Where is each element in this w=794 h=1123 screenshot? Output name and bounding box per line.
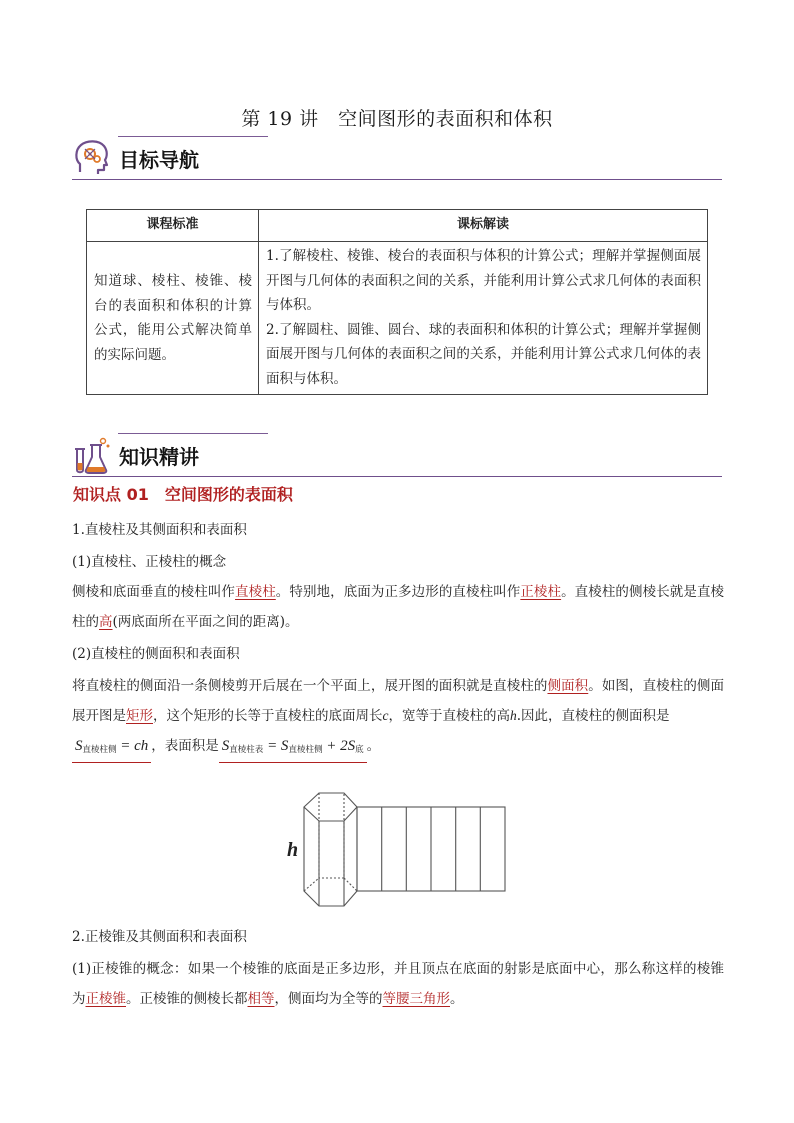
section-title-knowledge: 知识精讲: [119, 445, 199, 469]
interpretation-item-1: 1.了解棱柱、棱锥、棱台的表面积与体积的计算公式；理解并掌握侧面展开图与几何体的表面积之间的关系，并能利用计算公式求几何体的表面积与体积。: [266, 248, 701, 313]
term-right-prism: 直棱柱: [235, 584, 276, 600]
section-header-goal: [72, 136, 722, 180]
header-bottom-rule: [72, 476, 722, 477]
paragraph-prism-concept: 侧棱和底面垂直的棱柱叫作直棱柱。特别地，底面为正多边形的直棱柱叫作正棱柱。直棱柱的侧棱长就是直棱柱的高(两底面所在平面之间的距离)。: [72, 584, 725, 630]
section-header-knowledge: [72, 433, 722, 477]
table-header-row: [87, 210, 708, 242]
header-bottom-rule: [72, 179, 722, 180]
figure-label-h: h: [287, 839, 299, 861]
prism-development-figure: [282, 787, 522, 912]
interpretation-item-2: 2.了解圆柱、圆锥、圆台、球的表面积和体积的计算公式；理解并掌握侧面展开图与几何体的表面积之间的关系，并能利用计算公式求几何体的表面积与体积。: [266, 321, 701, 387]
interpretation-cell: [259, 242, 708, 395]
subsection-heading-1-1: (1)直棱柱、正棱柱的概念: [72, 554, 227, 570]
term-regular-pyramid: 正棱锥: [85, 991, 126, 1007]
header-top-rule: [118, 136, 268, 137]
knowledge-point-title: 知识点 01 空间图形的表面积: [73, 485, 293, 504]
lab-flask-icon: [72, 435, 112, 475]
term-height: 高: [99, 614, 113, 630]
section-heading-2: 2.正棱锥及其侧面积和表面积: [72, 929, 247, 945]
brain-gears-icon: [72, 138, 112, 178]
standards-table: [86, 209, 708, 395]
table-header-standard: 课程标准: [87, 210, 259, 242]
subsection-heading-1-2: (2)直棱柱的侧面积和表面积: [72, 646, 240, 662]
paragraph-pyramid-concept: (1)正棱锥的概念：如果一个棱锥的底面是正多边形，并且顶点在底面的射影是底面中心，那么称这样的棱锥为正棱锥。正棱锥的侧棱长都相等，侧面均为全等的等腰三角形。: [72, 961, 724, 1007]
term-isosceles-triangle: 等腰三角形: [382, 991, 450, 1007]
formula-lateral-area: $S_{直棱柱侧}$ = ch: [72, 735, 151, 763]
section-title-goal: 目标导航: [119, 148, 199, 172]
table-row: [87, 242, 708, 395]
section-heading-1: 1.直棱柱及其侧面积和表面积: [72, 522, 247, 538]
term-regular-prism: 正棱柱: [520, 584, 562, 600]
paragraph-lateral-area: 将直棱柱的侧面沿一条侧棱剪开后展在一个平面上，展开图的面积就是直棱柱的侧面积。如图，直棱柱的侧面展开图是矩形，这个矩形的长等于直棱柱的底面周长c，宽等于直棱柱的高h.因此，直棱柱的侧面积是 $S_{直棱柱侧}$ = ch ，表面积是 $S_{直棱柱表} = S_{直棱柱侧} + 2S_底$ 。: [72, 671, 724, 763]
standard-cell: 知道球、棱柱、棱锥、棱台的表面积和体积的计算公式，能用公式解决简单的实际问题。: [87, 242, 259, 395]
term-equal: 相等: [247, 991, 275, 1007]
header-top-rule: [118, 433, 268, 434]
formula-total-area: $S_{直棱柱表} = S_{直棱柱侧} + 2S_底$: [219, 735, 367, 763]
term-rectangle: 矩形: [126, 708, 153, 724]
table-header-interpretation: 课标解读: [259, 210, 708, 242]
term-lateral-area: 侧面积: [547, 678, 589, 694]
page-title: 第 19 讲 空间图形的表面积和体积: [241, 108, 553, 130]
